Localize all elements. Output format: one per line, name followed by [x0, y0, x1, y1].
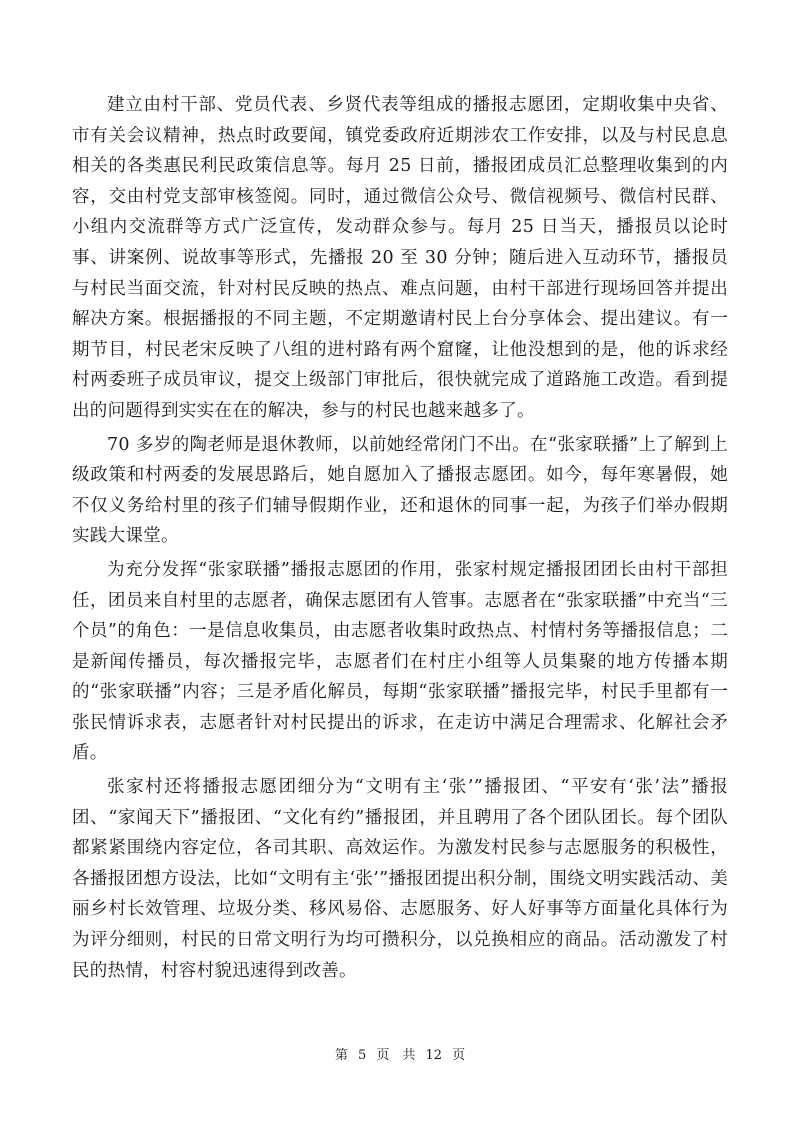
paragraph: 70 多岁的陶老师是退休教师，以前她经常闭门不出。在“张家联播”上了解到上级政策和村两委的发展思路后，她自愿加入了播报志愿团。如今，每年寒暑假，她不仅义务给村里的孩子们辅导假期作业，还和退休的同事一起，为孩子们举办假期实践大课堂。 — [72, 434, 728, 547]
page-number-footer: 第 5 页 共 12 页 — [334, 1048, 466, 1063]
document-body — [72, 90, 728, 986]
paragraph: 为充分发挥“张家联播”播报志愿团的作用，张家村规定播报团团长由村干部担任，团员来自村里的志愿者，确保志愿团有人管事。志愿者在“张家联播”中充当“三个员”的角色：一是信息收集员，由志愿者收集时政热点、村情村务等播报信息；二是新闻传播员，每次播报完毕，志愿者们在村庄小组等人员集聚的地方传播本期的“张家联播”内容；三是矛盾化解员，每期“张家联播”播报完毕，村民手里都有一张民情诉求表，志愿者针对村民提出的诉求，在走访中满足合理需求、化解社会矛盾。 — [72, 559, 728, 764]
paragraph: 建立由村干部、党员代表、乡贤代表等组成的播报志愿团，定期收集中央省、市有关会议精神，热点时政要闻，镇党委政府近期涉农工作安排，以及与村民息息相关的各类惠民利民政策信息等。每月 25 日前，播报团成员汇总整理收集到的内容，交由村党支部审核签阅。同时，通过微信公众号、微信视频号、微信村民群、小组内交流群等方式广泛宣传，发动群众参与。每月 25 日当天，播报员以论时事、讲案例、说故事等形式，先播报 20 至 30 分钟；随后进入互动环节，播报员与村民当面交流，针对村民反映的热点、难点问题，由村干部进行现场回答并提出解决方案。根据播报的不同主题，不定期邀请村民上台分享体会、提出建议。有一期节目，村民老宋反映了八组的进村路有两个窟窿，让他没想到的是，他的诉求经村两委班子成员审议，提交上级部门审批后，很快就完成了道路施工改造。看到提出的问题得到实实在在的解决，参与的村民也越来越多了。 — [72, 95, 728, 421]
paragraph: 张家村还将播报志愿团细分为“文明有主‘张’”播报团、“平安有‘张’法”播报团、“家闻天下”播报团、“文化有约”播报团，并且聘用了各个团队团长。每个团队都紧紧围绕内容定位，各司其职、高效运作。为激发村民参与志愿服务的积极性，各播报团想方设法，比如“文明有主‘张’”播报团提出积分制，围绕文明实践活动、美丽乡村长效管理、垃圾分类、移风易俗、志愿服务、好人好事等方面量化具体行为为评分细则，村民的日常文明行为均可攒积分，以兑换相应的商品。活动激发了村民的热情，村容村貌迅速得到改善。 — [72, 777, 728, 981]
